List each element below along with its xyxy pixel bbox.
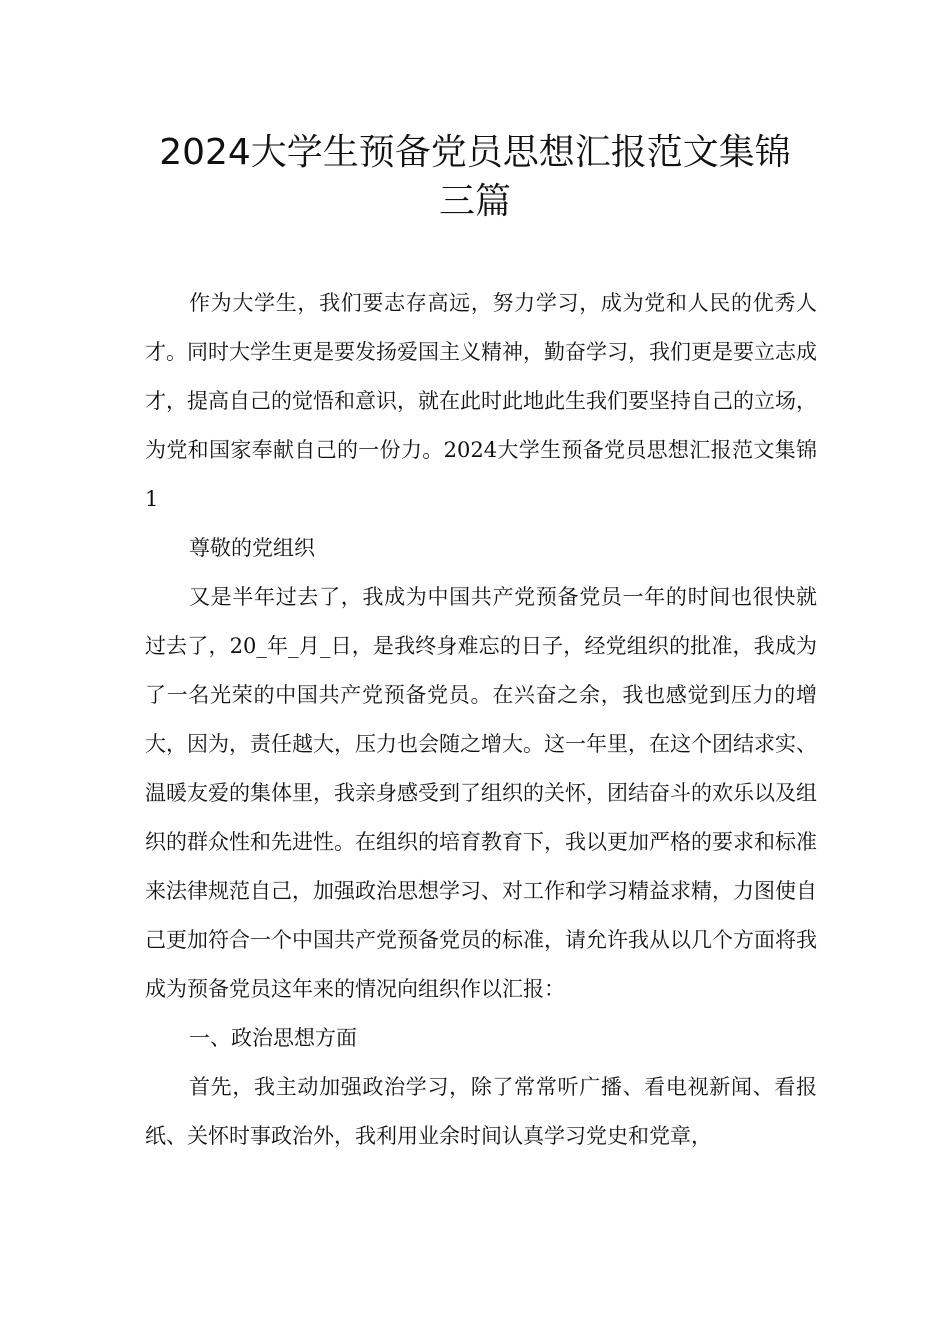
section-paragraph: 首先，我主动加强政治学习，除了常常听广播、看电视新闻、看报纸、关怀时事政治外，我利用业余时间认真学习党史和党章， xyxy=(145,1075,817,1148)
intro-paragraph: 作为大学生，我们要志存高远，努力学习，成为党和人民的优秀人才。同时大学生更是要发扬爱国主义精神，勤奋学习，我们更是要立志成才，提高自己的觉悟和意识，就在此时此地此生我们要坚持自己的立场，为党和国家奉献自己的一份力。2024大学生预备党员思想汇报范文集锦1 xyxy=(145,291,817,511)
report-paragraph: 又是半年过去了，我成为中国共产党预备党员一年的时间也很快就过去了，20_年_月_日，是我终身难忘的日子，经党组织的批准，我成为了一名光荣的中国共产党预备党员。在兴奋之余，我也感觉到压力的增大，因为，责任越大，压力也会随之增大。这一年里，在这个团结求实、温暖友爱的集体里，我亲身感受到了组织的关怀，团结奋斗的欢乐以及组织的群众性和先进性。在组织的培育教育下，我以更加严格的要求和标准来法律规范自己，加强政治思想学习、对工作和学习精益求精，力图使自己更加符合一个中国共产党预备党员的标准，请允许我从以几个方面将我成为预备党员这年来的情况向组织作以汇报： xyxy=(145,585,817,1001)
title-line-2: 三篇 xyxy=(438,181,511,222)
section-heading: 一、政治思想方面 xyxy=(189,1026,357,1050)
document-body xyxy=(145,279,817,1161)
salutation: 尊敬的党组织 xyxy=(189,536,315,560)
title-line-1: 2024大学生预备党员思想汇报范文集锦 xyxy=(159,132,791,173)
document-title xyxy=(120,128,830,226)
